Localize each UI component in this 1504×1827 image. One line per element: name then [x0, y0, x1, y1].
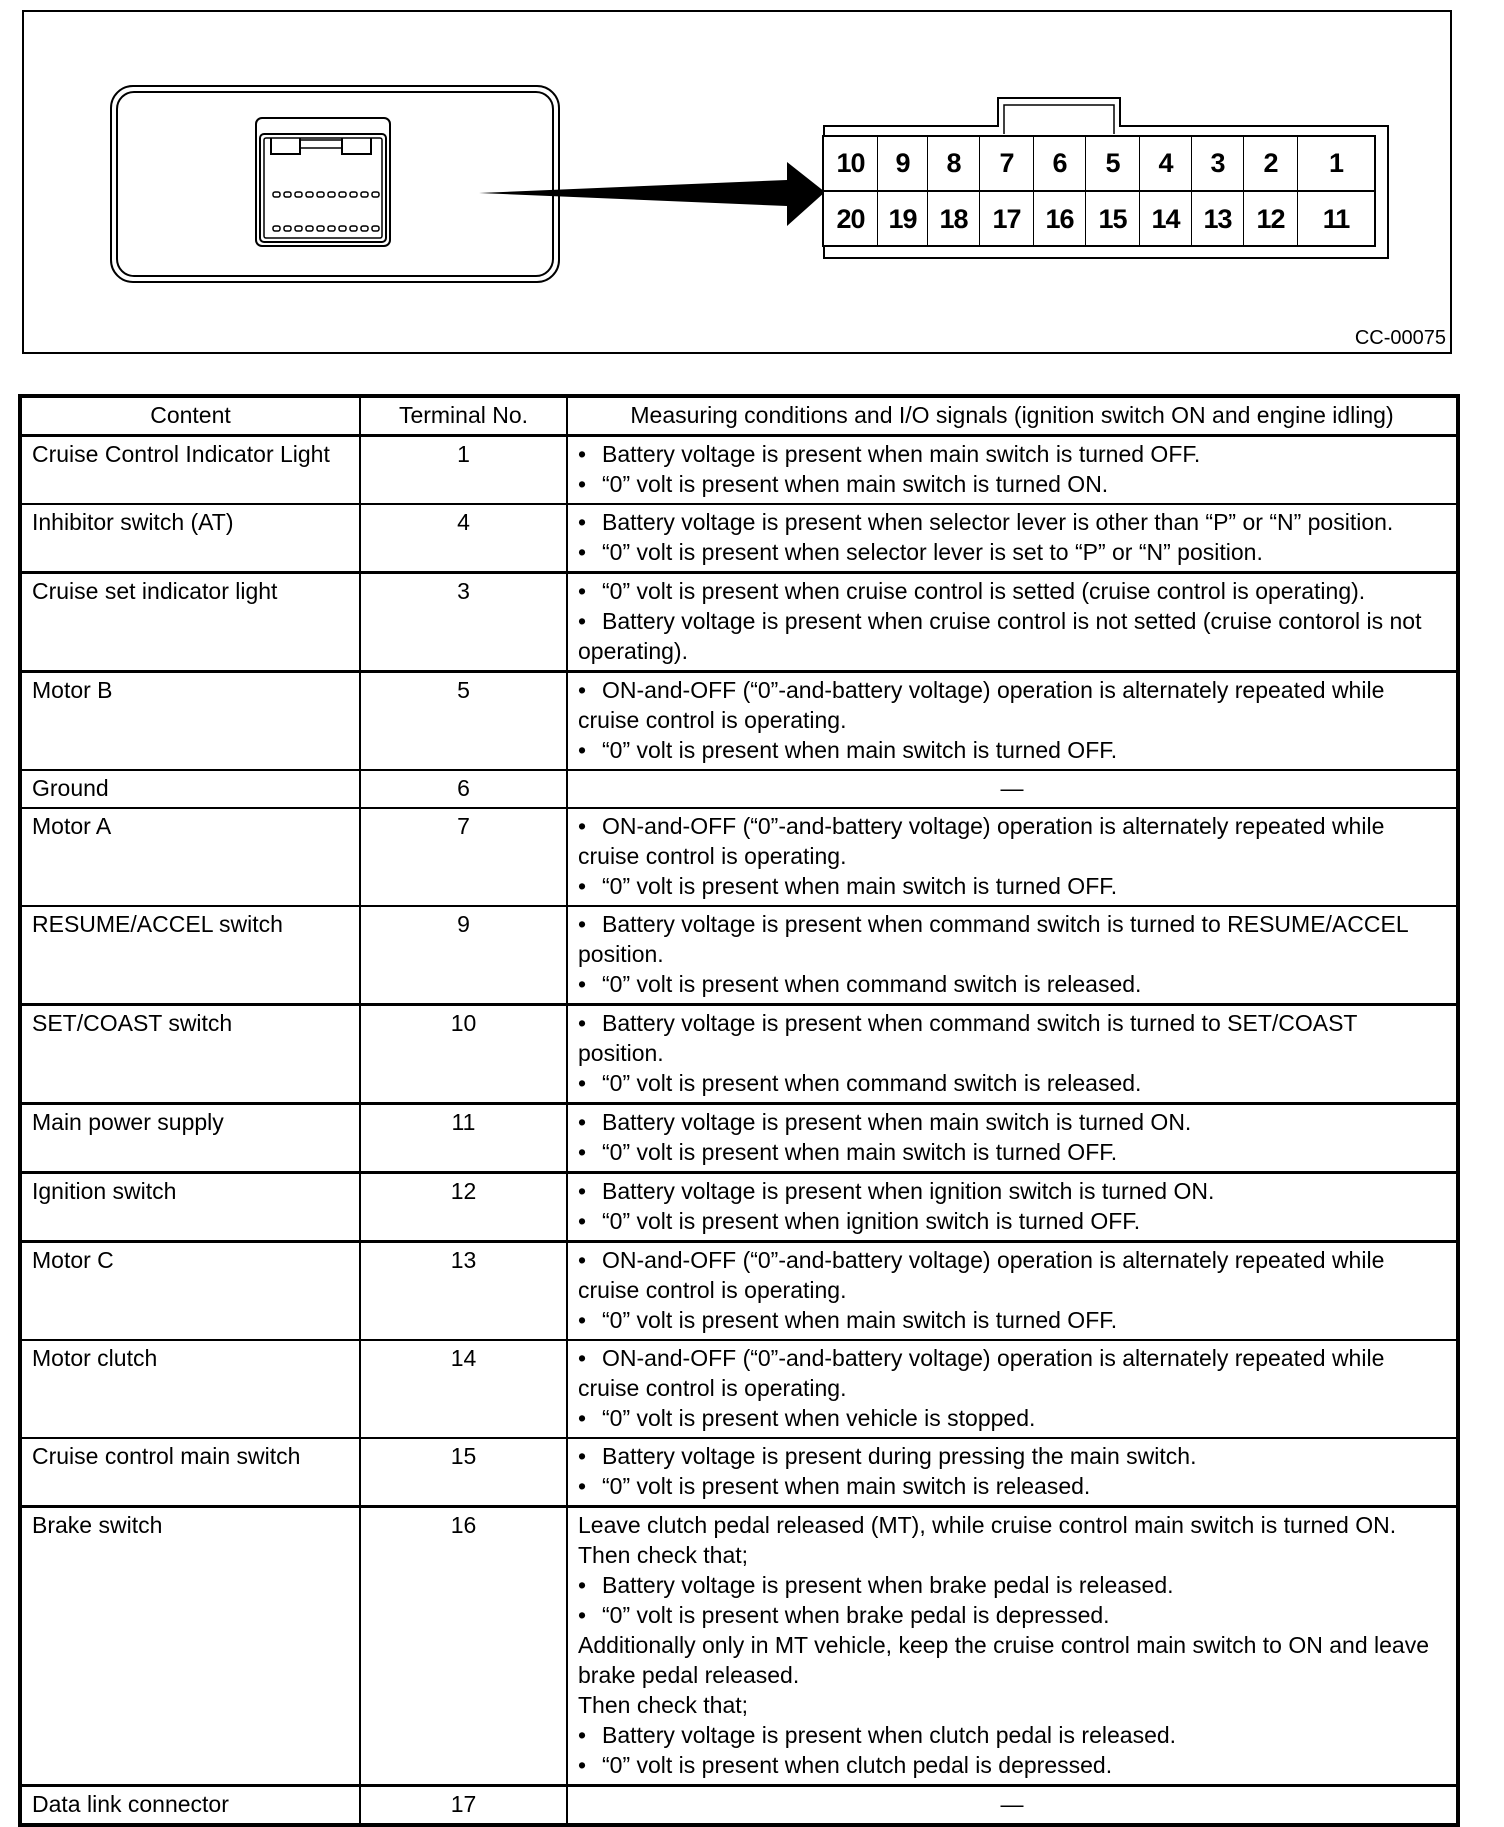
table-row [20, 1340, 1458, 1438]
bullet-item: • Battery voltage is present when clutch pedal is released. [578, 1720, 1446, 1750]
cell-terminal-no: 9 [360, 906, 567, 1005]
pin-cell: 3 [1192, 137, 1244, 190]
cell-content: Cruise Control Indicator Light [20, 436, 360, 505]
cell-content: Main power supply [20, 1104, 360, 1173]
instruction-text: Additionally only in MT vehicle, keep the cruise control main switch to ON and leave brake pedal released. [578, 1632, 1429, 1688]
pin-cell: 4 [1140, 137, 1192, 190]
table-row [20, 1005, 1458, 1104]
pin-cell: 7 [980, 137, 1034, 190]
bullet-item: • Battery voltage is present during pressing the main switch. [578, 1441, 1446, 1471]
cell-content: Cruise set indicator light [20, 573, 360, 672]
cell-measuring-conditions: — [567, 1786, 1458, 1826]
bullet-item: • ON-and-OFF (“0”-and-battery voltage) operation is alternately repeated while cruise control is operating. [578, 811, 1446, 871]
bullet-item: • “0” volt is present when main switch is released. [578, 1471, 1446, 1501]
bullet-item: • “0” volt is present when main switch is turned OFF. [578, 871, 1446, 901]
pin-cell: 20 [824, 192, 878, 247]
cell-measuring-conditions: — [567, 770, 1458, 808]
pin-row-top [824, 137, 1374, 192]
cell-measuring-conditions [567, 1173, 1458, 1242]
cell-terminal-no: 5 [360, 672, 567, 771]
cell-measuring-conditions [567, 808, 1458, 906]
pin-cell: 17 [980, 192, 1034, 247]
bullet-item: • “0” volt is present when brake pedal is depressed. [578, 1600, 1446, 1630]
cell-content: RESUME/ACCEL switch [20, 906, 360, 1005]
bullet-item: • “0” volt is present when ignition switch is turned OFF. [578, 1206, 1446, 1236]
bullet-item: • “0” volt is present when main switch is turned OFF. [578, 735, 1446, 765]
table-row [20, 1786, 1458, 1826]
cell-measuring-conditions [567, 1104, 1458, 1173]
pin-cell: 1 [1328, 148, 1344, 178]
bullet-item: • Battery voltage is present when command switch is turned to RESUME/ACCEL position. [578, 909, 1446, 969]
cell-content: Motor clutch [20, 1340, 360, 1438]
table-body [20, 436, 1458, 1826]
table-row [20, 1242, 1458, 1341]
bullet-item: • Battery voltage is present when ignition switch is turned ON. [578, 1176, 1446, 1206]
pin-cell: 10 [824, 137, 878, 190]
cell-measuring-conditions [567, 436, 1458, 505]
cell-terminal-no: 4 [360, 504, 567, 573]
pin-cell: 16 [1034, 192, 1086, 247]
terminal-spec-table [18, 394, 1460, 1827]
pin-cell: 14 [1140, 192, 1192, 247]
table-row [20, 573, 1458, 672]
pin-cell: 13 [1192, 192, 1244, 247]
cell-terminal-no: 14 [360, 1340, 567, 1438]
table-row [20, 1173, 1458, 1242]
cell-measuring-conditions [567, 1242, 1458, 1341]
cell-content: Inhibitor switch (AT) [20, 504, 360, 573]
cell-terminal-no: 15 [360, 1438, 567, 1507]
cell-measuring-conditions [567, 1340, 1458, 1438]
cell-terminal-no: 1 [360, 436, 567, 505]
cell-content: Brake switch [20, 1507, 360, 1786]
cell-measuring-conditions [567, 672, 1458, 771]
pin-cell: 2 [1244, 137, 1298, 190]
cell-content: Ignition switch [20, 1173, 360, 1242]
pin-cell: 18 [928, 192, 980, 247]
table-row [20, 672, 1458, 771]
pin-cell: 15 [1086, 192, 1140, 247]
cell-content: Ground [20, 770, 360, 808]
cell-terminal-no: 7 [360, 808, 567, 906]
pin-cell: 12 [1244, 192, 1298, 247]
cell-content: Motor A [20, 808, 360, 906]
bullet-item: • Battery voltage is present when main switch is turned ON. [578, 1107, 1446, 1137]
cell-terminal-no: 10 [360, 1005, 567, 1104]
bullet-item: • “0” volt is present when command switch is released. [578, 1068, 1446, 1098]
bullet-item: • ON-and-OFF (“0”-and-battery voltage) operation is alternately repeated while cruise control is operating. [578, 1343, 1446, 1403]
figure-id-label: CC-00075 [1354, 327, 1446, 349]
connector-figure [22, 10, 1452, 354]
cell-content: SET/COAST switch [20, 1005, 360, 1104]
cell-measuring-conditions [567, 1438, 1458, 1507]
pin-cell: 19 [878, 192, 928, 247]
table-row [20, 1507, 1458, 1786]
cell-terminal-no: 11 [360, 1104, 567, 1173]
instruction-text: Then check that; [578, 1692, 749, 1718]
table-row [20, 436, 1458, 505]
cell-content: Motor B [20, 672, 360, 771]
cell-content: Motor C [20, 1242, 360, 1341]
cell-measuring-conditions [567, 1005, 1458, 1104]
cell-measuring-conditions [567, 504, 1458, 573]
pin-cell: 5 [1086, 137, 1140, 190]
header-content: Content [20, 396, 360, 436]
bullet-item: • “0” volt is present when cruise control is setted (cruise control is operating). [578, 576, 1446, 606]
bullet-item: • ON-and-OFF (“0”-and-battery voltage) operation is alternately repeated while cruise control is operating. [578, 675, 1446, 735]
bullet-item: • “0” volt is present when main switch is turned OFF. [578, 1137, 1446, 1167]
instruction-text: Then check that; [578, 1542, 749, 1568]
bullet-item: • “0” volt is present when main switch is turned ON. [578, 469, 1446, 499]
pin-cell: 9 [878, 137, 928, 190]
pin-cell: 11 [1322, 204, 1350, 234]
bullet-item: • “0” volt is present when command switch is released. [578, 969, 1446, 999]
bullet-item: • “0” volt is present when selector lever is set to “P” or “N” position. [578, 537, 1446, 567]
bullet-item: • Battery voltage is present when selector lever is other than “P” or “N” position. [578, 507, 1446, 537]
cell-content: Data link connector [20, 1786, 360, 1826]
table-row [20, 770, 1458, 808]
bullet-item: • Battery voltage is present when brake pedal is released. [578, 1570, 1446, 1600]
cell-content: Cruise control main switch [20, 1438, 360, 1507]
table-row [20, 1104, 1458, 1173]
bullet-item: • ON-and-OFF (“0”-and-battery voltage) operation is alternately repeated while cruise control is operating. [578, 1245, 1446, 1305]
pin-row-bottom [824, 192, 1374, 247]
header-terminal-no: Terminal No. [360, 396, 567, 436]
cell-terminal-no: 16 [360, 1507, 567, 1786]
cell-measuring-conditions [567, 906, 1458, 1005]
cell-terminal-no: 17 [360, 1786, 567, 1826]
bullet-item: • Battery voltage is present when command switch is turned to SET/COAST position. [578, 1008, 1446, 1068]
table-row [20, 504, 1458, 573]
table-row [20, 1438, 1458, 1507]
table-row [20, 808, 1458, 906]
cell-terminal-no: 3 [360, 573, 567, 672]
pin-cell: 8 [928, 137, 980, 190]
cell-terminal-no: 13 [360, 1242, 567, 1341]
table-row [20, 906, 1458, 1005]
bullet-item: • Battery voltage is present when main switch is turned OFF. [578, 439, 1446, 469]
cell-terminal-no: 6 [360, 770, 567, 808]
connector-pin-layout [822, 135, 1376, 247]
bullet-item: • Battery voltage is present when cruise control is not setted (cruise contorol is not operating). [578, 606, 1446, 666]
right-arrow-icon [479, 158, 829, 228]
bullet-item: • “0” volt is present when main switch is turned OFF. [578, 1305, 1446, 1335]
cell-terminal-no: 12 [360, 1173, 567, 1242]
cell-measuring-conditions [567, 573, 1458, 672]
instruction-text: Leave clutch pedal released (MT), while cruise control main switch is turned ON. [578, 1512, 1397, 1538]
pin-cell: 6 [1034, 137, 1086, 190]
bullet-item: • “0” volt is present when clutch pedal is depressed. [578, 1750, 1446, 1780]
header-measuring-conditions: Measuring conditions and I/O signals (ignition switch ON and engine idling) [567, 396, 1458, 436]
table-header-row [20, 396, 1458, 436]
bullet-item: • “0” volt is present when vehicle is stopped. [578, 1403, 1446, 1433]
cell-measuring-conditions [567, 1507, 1458, 1786]
